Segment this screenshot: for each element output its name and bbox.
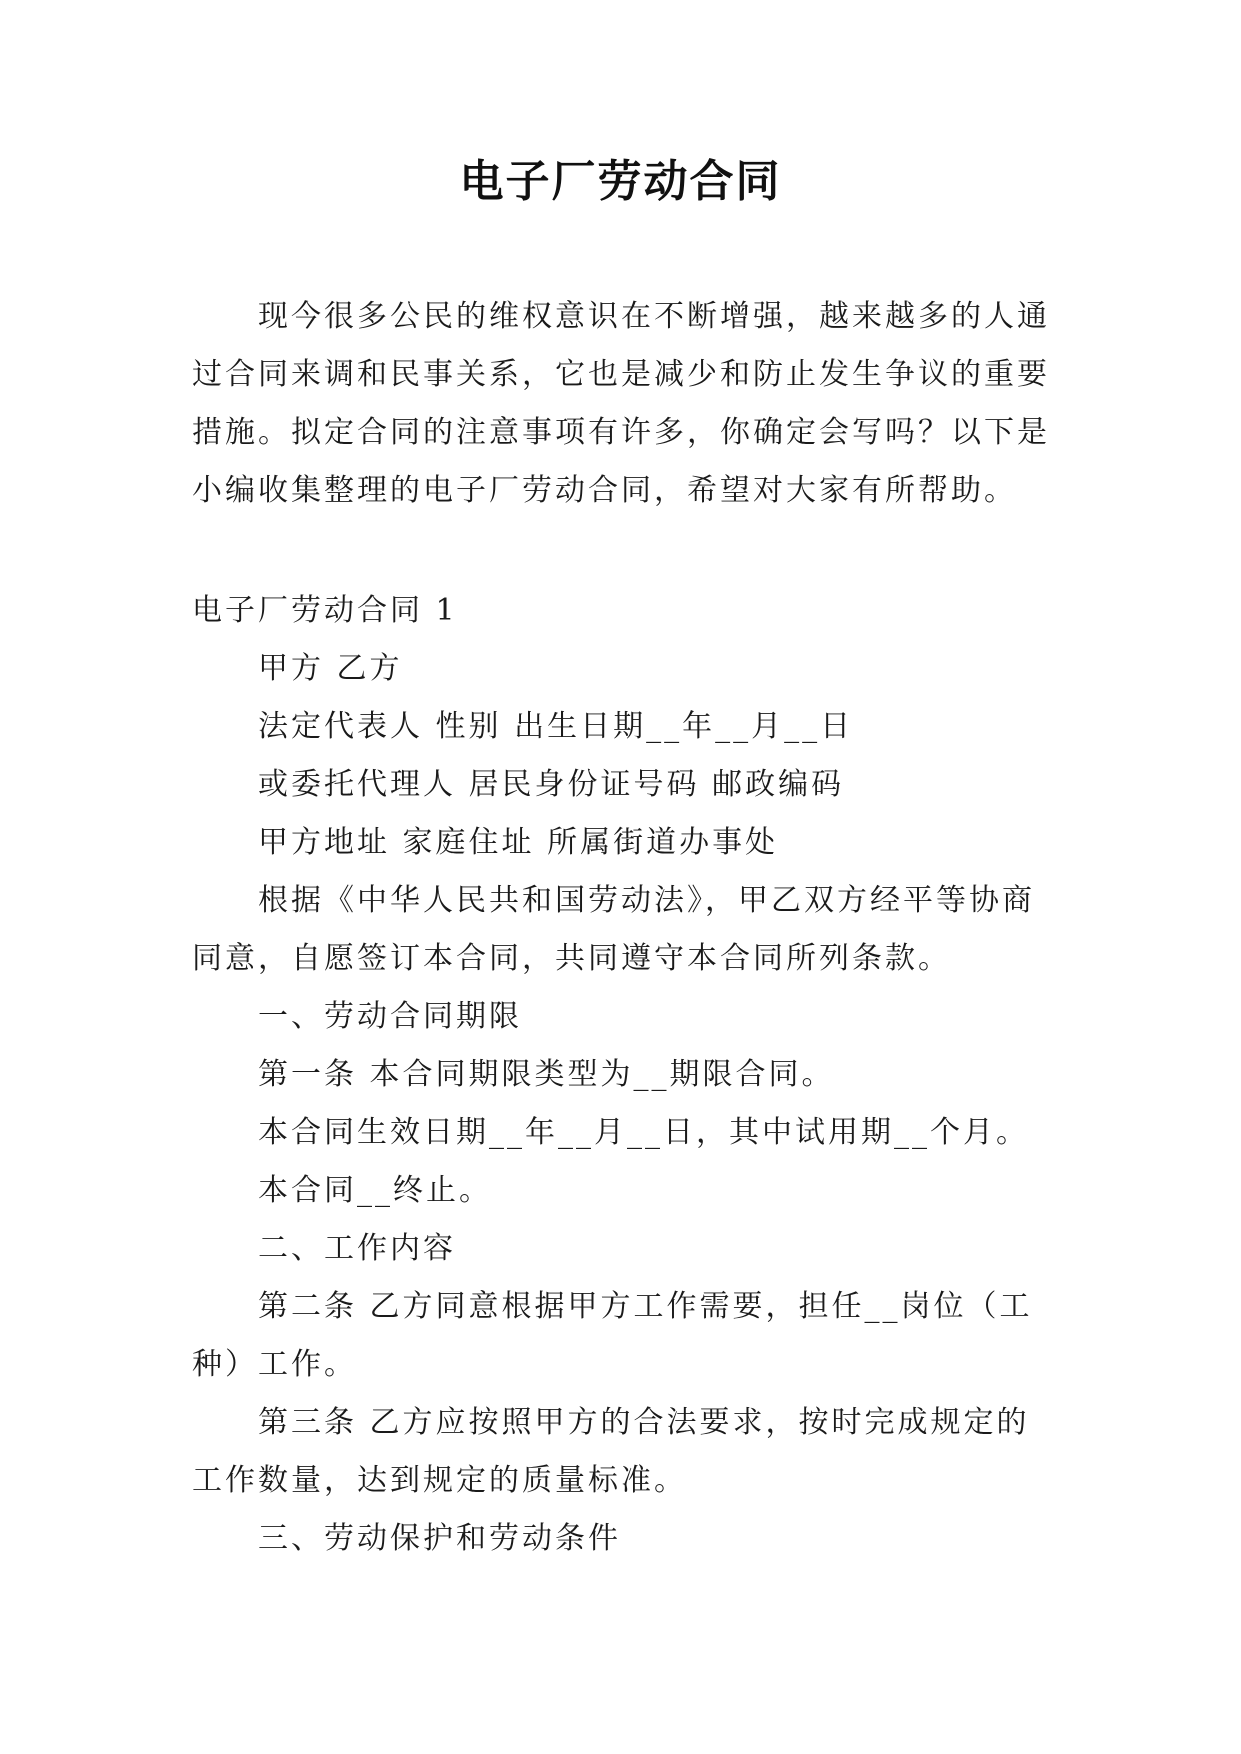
article-3: 第三条 乙方应按照甲方的合法要求，按时完成规定的工作数量，达到规定的质量标准。: [192, 1405, 1030, 1498]
parties-line: 甲方 乙方: [258, 651, 403, 686]
termination-line: 本合同__终止。: [258, 1173, 492, 1208]
effective-date-line: 本合同生效日期__年__月__日，其中试用期__个月。: [258, 1115, 1029, 1150]
document-title: 电子厂劳动合同: [459, 156, 782, 207]
address-line: 甲方地址 家庭住址 所属街道办事处: [258, 825, 779, 860]
section-heading: 电子厂劳动合同 1: [192, 593, 458, 628]
legal-representative-line: 法定代表人 性别 出生日期__年__月__日: [258, 709, 854, 744]
legal-basis-paragraph: 根据《中华人民共和国劳动法》，甲乙双方经平等协商同意，自愿签订本合同，共同遵守本合同所列条款。: [192, 883, 1035, 976]
document-body: [192, 288, 1052, 1568]
intro-paragraph: 现今很多公民的维权意识在不断增强，越来越多的人通过合同来调和民事关系，它也是减少和防止发生争议的重要措施。拟定合同的注意事项有许多，你确定会写吗？以下是小编收集整理的电子厂劳动合同，希望对大家有所帮助。: [192, 299, 1050, 508]
agent-id-line: 或委托代理人 居民身份证号码 邮政编码: [258, 767, 845, 802]
clause-heading-work: 二、工作内容: [258, 1231, 456, 1266]
article-2: 第二条 乙方同意根据甲方工作需要，担任__岗位（工种）工作。: [192, 1289, 1033, 1382]
clause-heading-protection: 三、劳动保护和劳动条件: [258, 1521, 621, 1556]
clause-heading-term: 一、劳动合同期限: [258, 999, 522, 1034]
article-1: 第一条 本合同期限类型为__期限合同。: [258, 1057, 835, 1092]
